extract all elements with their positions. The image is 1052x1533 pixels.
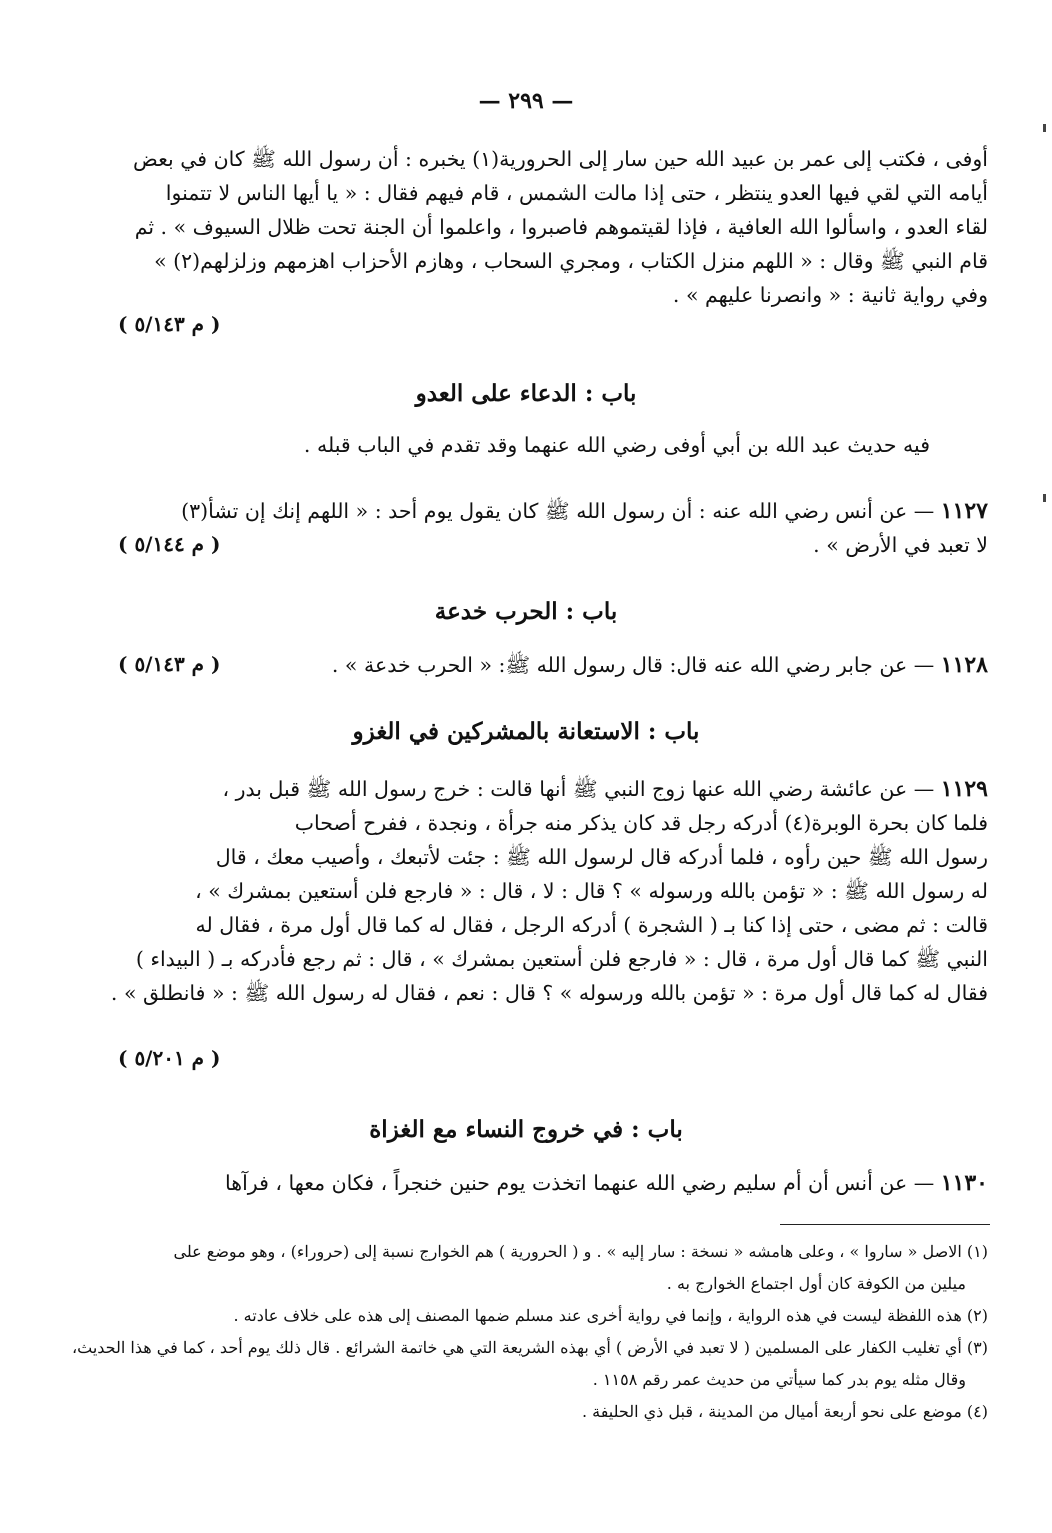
source-reference: ( م ٥/١٤٣ ) — [118, 652, 221, 676]
hadith-1127 — [108, 494, 988, 562]
chapter-title: باب : في خروج النساء مع الغزاة — [369, 1116, 683, 1143]
hadith-line — [330, 648, 988, 682]
page-number: — ٢٩٩ — — [478, 88, 574, 114]
scan-margin-mark — [1043, 494, 1046, 502]
hadith-number: ١١٢٨ — [940, 652, 988, 678]
source-reference: ( م ٥/١٤٤ ) — [118, 532, 221, 556]
footnote: (١) الاصل « ساروا » ، وعلى هامشه « نسخة : سار إليه » . و ( الحرورية ) هم الخوارج نسبة إلى (حروراء) ، وهو موضع على — [173, 1242, 988, 1261]
scan-margin-mark — [1043, 124, 1046, 132]
hadith-number: ١١٢٩ — [940, 776, 988, 802]
hadith-text: — عن عائشة رضي الله عنها زوج النبي ﷺ أنها قالت : خرج رسول الله ﷺ قبل بدر ، — [222, 777, 935, 801]
hadith-line: له رسول الله ﷺ : « تؤمن بالله ورسوله » ؟ قال : لا ، قال : « فارجع فلن أستعين بمشرك » ، — [195, 879, 988, 903]
hadith-line: فقال له كما قال أول مرة : « تؤمن بالله ورسوله » ؟ قال : نعم ، فقال له رسول الله ﷺ : « فانطلق » . — [110, 981, 988, 1005]
footnote: ميلين من الكوفة كان أول اجتماع الخوارج به . — [666, 1274, 966, 1293]
chapter-title: باب : الاستعانة بالمشركين في الغزو — [352, 718, 700, 745]
footnote-divider — [780, 1224, 990, 1225]
intro-line: أوفى ، فكتب إلى عمر بن عبيد الله حين سار إلى الحرورية(١) يخبره : أن رسول الله ﷺ كان في بعض — [132, 147, 988, 171]
chapter-note-text: فيه حديث عبد الله بن أبي أوفى رضي الله عنهما وقد تقدم في الباب قبله . — [303, 433, 930, 457]
footnote: (٤) موضع على نحو أربعة أميال من المدينة ، قبل ذي الحليفة . — [581, 1402, 988, 1421]
hadith-text: — عن جابر رضي الله عنه قال: قال رسول الله ﷺ: « الحرب خدعة » . — [331, 653, 935, 677]
intro-line: أيامه التي لقي فيها العدو ينتظر ، حتى إذا مالت الشمس ، قام فيهم فقال : « يا أيها الناس لا تتمنوا — [165, 181, 988, 205]
hadith-line: رسول الله ﷺ حين رأوه ، فلما أدركه قال لرسول الله ﷺ : جئت لأتبعك ، وأصيب معك ، قال — [215, 845, 988, 869]
intro-line: لقاء العدو ، واسألوا الله العافية ، فإذا لقيتموهم فاصبروا ، واعلموا أن الجنة تحت ظلال السيوف » . ثم — [134, 215, 988, 239]
source-reference: ( م ٥/٢٠١ ) — [118, 1046, 221, 1070]
hadith-1130 — [108, 1166, 988, 1200]
hadith-1129 — [108, 772, 988, 1010]
hadith-number: ١١٣٠ — [940, 1170, 988, 1196]
chapter-note — [250, 428, 930, 462]
hadith-line: لا تعبد في الأرض » . — [813, 533, 988, 557]
footnote: (٢) هذه اللفظة ليست في هذه الرواية ، وإنما في رواية أخرى عند مسلم ضمها المصنف إلى هذه على خلاف عادته . — [233, 1306, 988, 1325]
hadith-text: — عن أنس أن أم سليم رضي الله عنهما اتخذت يوم حنين خنجراً ، فكان معها ، فرآها — [225, 1171, 935, 1195]
intro-line: قام النبي ﷺ وقال : « اللهم منزل الكتاب ، ومجري السحاب ، وهازم الأحزاب اهزمهم وزلزلهم(٢) » — [154, 249, 988, 273]
hadith-line: فلما كان بحرة الوبرة(٤) أدركه رجل قد كان يذكر منه جرأة ، ونجدة ، ففرح أصحاب — [294, 811, 988, 835]
hadith-line — [108, 772, 988, 806]
hadith-line: النبي ﷺ كما قال أول مرة ، قال : « فارجع فلن أستعين بمشرك » ، قال : ثم رجع فأدركه بـ ( البيداء ) — [135, 947, 988, 971]
hadith-1128 — [330, 648, 988, 682]
hadith-line — [108, 1166, 988, 1200]
hadith-text: — عن أنس رضي الله عنه : أن رسول الله ﷺ كان يقول يوم أحد : « اللهم إنك إن تشأ(٣) — [181, 499, 935, 523]
chapter-title: باب : الحرب خدعة — [434, 598, 618, 625]
source-reference: ( م ٥/١٤٣ ) — [118, 312, 221, 336]
intro-paragraph — [108, 142, 988, 312]
chapter-title: باب : الدعاء على العدو — [415, 380, 637, 407]
hadith-line — [108, 494, 988, 528]
hadith-line: قالت : ثم مضى ، حتى إذا كنا بـ ( الشجرة ) أدركه الرجل ، فقال له كما قال أول مرة ، فقال له — [195, 913, 988, 937]
intro-line: وفي رواية ثانية : « وانصرنا عليهم » . — [672, 283, 988, 307]
hadith-number: ١١٢٧ — [940, 498, 988, 524]
footnote: (٣) أي تغليب الكفار على المسلمين ( لا تعبد في الأرض ) أي بهذه الشريعة التي هي خاتمة الشرائع . قال ذلك يوم أحد ، كما في هذا الحديث، — [71, 1338, 988, 1357]
footnote: وقال مثله يوم بدر كما سيأتي من حديث عمر رقم ١١٥٨ . — [592, 1370, 966, 1389]
